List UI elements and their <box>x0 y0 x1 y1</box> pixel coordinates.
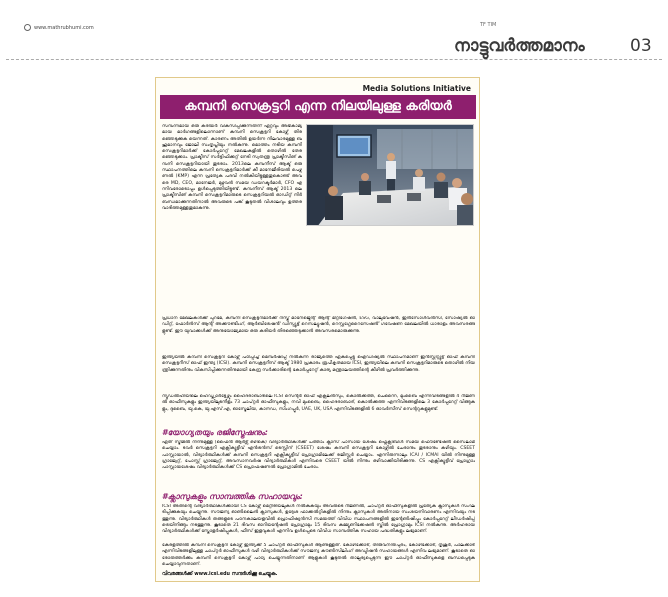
intro-paragraph: സമ്പന്നമായ ഒരു കരിയർ വികസിപ്പിക്കുന്നതിന് ഏറ്റവും അഭികാമ്യമായ മാർഗങ്ങളിലൊന്നാണ് കമ്പനി സെക്രട്ടറി കോഴ്സ് തിരഞ്ഞെടുക്കുക യെന്നത്. കാരണം അതിൽ ഉയർന്ന നിലവാരമുള്ള ബഹുമാനവും ജോലി സംതൃപ്തിയും നൽകുന്നു. മൊത്തം നടിയ കമ്പനി സെക്രട്ടറിമാർക്ക് കോർപ്പറേറ്റ് മേഖലകളിൽ തൊഴിൽ തേരഞ്ഞെടുക്കാം. പ്രാക്ടീസ് സർട്ടിഫിക്കറ്റ് നേടി സ്വതന്ത്ര പ്രാക്ടീസിങ് കമ്പനി സെക്രട്ടറിയായി തുടരാം. 2013ലെ കമ്പനീസ് ആക്ട് ഒരു സ്ഥാപനത്തിലെ കമ്പനി സെക്രട്ടറിമാർക്ക് കീ മാനേജീരിയൽ പെഴ്സണൽ (KMP) എന്ന പ്രത്യേക പദവി നൽകിയിട്ടുള്ളതുകൊണ്ട് അവരെ MD, CEO, മാനേജർ, മുഴുവൻ സമയ ഡയറക്ടർമാർ, CFO എന്നിവരോടൊപ്പം ഉൾപ്പെടുത്തിയിട്ടുണ്ട്. കമ്പനീസ് ആക്ട് 2013 ലെ പ്രാക്ടീസിങ് കമ്പനി സെക്രട്ടറിമാരുടെ സെക്രട്ടറിയൽ ഓഡിറ്റ് നിർബന്ധമാക്കുന്നതിനാൽ അവരുടെ പങ്ക് കൂടുതൽ വിശാലവും ഉത്തരവാദിത്തമുള്ളതുമാകുന്നു. <box>162 124 302 211</box>
top-bar <box>0 0 668 56</box>
section-title: നാട്ടുവർത്തമാനം <box>454 36 585 56</box>
paragraph-offices: ന്യൂഡൽഹിയിലെ ഹെഡ്ക്വാർട്ടേഴ്സും ഹൈദരാബാദിലെ ICSI സെന്റർ ഓഫ് എക്സലൻസും, കൊൽക്കത്ത, ചെന്നൈ, മുംബൈ എന്നിവിടങ്ങളിൽ 4 റീജണൽ ഓഫീസുകളും ഇന്ത്യയിലുടനീളം 73 ചാപ്റ്റർ ഓഫീസുകളും, നവി മുംബൈ, ഹൈദരാബാദ്, കൊൽക്കത്ത എന്നിവിടങ്ങളിലെ 3 കോർപ്പറേറ്റ് വിങ്ങുകളും, ദുബൈ, യു.കെ, യു.എസ്.എ, ഓസ്ട്രേലിയ, കാനഡ, സിംഗപ്പൂർ, UAE, UK, USA എന്നിവിടങ്ങളിൽ 6 ഓവർസീസ് സെന്ററുകളുമുണ്ട്. <box>162 394 475 412</box>
paragraph-eligibility: ഏത് സ്ട്രീമിൽ നിന്നുമുള്ള (ഫൈൻ ആർട്സ് ഒഴികെ) വിദ്യാർത്ഥികൾക്ക് പത്താം ക്ലാസ് പാസായ ശേഷം ഫ്ലെക്സിബിൾ സമയ ഫൌണ്ടേഷൻ സൈലാമ് ചെയ്യാം. ടവർ സെക്രട്ടറി എക്സിക്യൂട്ടീവ് എൻട്രൻസ് ടെസ്റ്റിന് (CSEET) ശേഷം കമ്പനി സെക്രട്ടറി കോഴ്സിൽ ചേരാനും തുടരാനും കഴിയും. CSEET പാസ്സായാൽ, വിദ്യാർത്ഥികൾക്ക് കമ്പനി സെക്രട്ടറി എക്സിക്യൂട്ടീവ് പ്രോഗ്രാമിലേക്ക് രജിസ്റ്റർ ചെയ്യാം. എന്നിരുന്നാലും ICAI / ICMAI യിൽ നിന്നുമുള്ള ഗ്രാജ്വേറ്റ്, പോസ്റ്റ് ഗ്രാജ്വേറ്റ്, അവസാനവർഷ വിദ്യാർത്ഥികൾ എന്നിവരെ CSEET യിൽ നിന്നും ഒഴിവാക്കിയിരിക്കുന്നു. CS എക്സിക്യൂട്ടീവ് പ്രോഗ്രാം പാസ്സായശേഷം വിദ്യാർത്ഥികൾക്ക് CS പ്രൊഫഷണൽ പ്രോഗ്രാമിൽ ചേരാം. <box>162 440 475 471</box>
site-url: www.mathrubhumi.com <box>24 24 94 31</box>
paragraph-opportunities: പ്രധാന മേഖലകൾക്ക് പുറമേ, കമ്പനി സെക്രട്ടറിമാർക്ക് റിസ്ക് മാനേജ്മെന്റ് ആന്റ് മിറ്റിഗേഷൻ, ESG, വാലുവേഷൻ, ഇൻസോൾവൻസി, സോഷ്യൽ ഓഡിറ്റ്, ഫോർൻസ് ആന്റ് അക്കൗണ്ടിംഗ്, ആർബിട്രേഷൻ്‍ ഡിസ്പ്യൂട്ട് റെസല്യൂഷൻ, റെസ്റ്റഗ്ഗേറൈസേഷൻ്‍ ഗവേഷണ മേഖലയിൽ ധാരാളം അവസരങ്ങളുണ്ട്. ഈ യുവാക്കൾക്ക് അനുയോജ്യമായ ഒരു കരിയർ തിരഞ്ഞെടുക്കാൻ അവസരമൊരുക്കുന്നു. <box>162 316 475 334</box>
article-kicker: Media Solutions Initiative <box>362 84 471 93</box>
meeting-photo <box>306 124 474 226</box>
page-mark: TF TIM <box>480 22 497 28</box>
article-footer: വിവരങ്ങൾക്ക് www.icsi.edu സന്ദർശിക്കൂ ചെയ്യുക. <box>162 572 278 577</box>
page-number: 03 <box>630 36 652 56</box>
support-heading: #ക്ലാസുകളും സാമ്പത്തിക സഹായവും: <box>162 492 303 501</box>
paragraph-support: ICSI അതിന്റെ വിദ്യാർത്ഥികൾക്കായി CS കോഴ്സ് മെറ്റീരിയലുകൾ നൽകുകയും അവരുടെ റീജണൽ, ചാപ്റ്റർ ഓഫീസുകളിൽ പ്രത്യേക ക്ലാസുകൾ സംഘടിപ്പിക്കുകയും ചെയ്യുന്നു. സൗജന്യ ഓൺലൈൻ ക്ലാസുകൾ, ഉദ്ദേശ ഫാക്കൽറ്റികളിൽ നിന്നും ക്ലാസുകൾ അതിനായ സംശയനിവാരണം എന്നിവയും നടത്തുന്നു. വിദ്യാർത്ഥികൾ തങ്ങളുടെ പഠനകാലയളവിൽ പ്രൊഫിഷ്യൻസി സമയത്ത് വിവിധ സ്ഥാപനങ്ങളിൽ ഇന്റേൺഷിപ്പും കോർപ്പറേറ്റ് ലീഡർഷിപ്പ് ട്രെയിനിങ്ങും നടത്തുന്നു. കൂടാതെ 21 ദിവസ ഓറിയന്റേഷൻ പ്രോഗ്രാമും 15 ദിവസ കമ്മ്യൂണിക്കേഷൻ സ്കിൽ പ്രോഗ്രാമും ICSI നൽകുന്നു. അർഹരായ വിദ്യാർത്ഥികൾക്ക് സ്കോളർഷിപ്പുകൾ, ഫീസ് ഇളവുകൾ എന്നിവ ഉൾപ്പെടെ വിവിധ സാമ്പത്തിക സഹായ പദ്ധതികളും ലഭ്യമാണ്. <box>162 504 475 535</box>
eligibility-heading: #യോഗ്യതയും രജിസ്ട്രേഷനും: <box>162 428 268 437</box>
paragraph-kerala: കേരളത്തിൽ കമ്പനി സെക്രട്ടറി കോഴ്സ് ഇന്ത്യക്ക് 5 ചാപ്റ്റർ ഓഫീസുകൾ ആണുള്ളത്. കോഴിക്കോട്, തിരുവനന്തപുരം, കോഴിക്കോട്, തൃശൂർ, പാലക്കാട് എന്നിവിടങ്ങളിലുള്ള ചാപ്റ്റർ ഓഫീസുകൾ വഴി വിദ്യാർത്ഥികൾക്ക് സൗജന്യ കൗൺസിലിംഗ് അഡ്മിഷൻ സഹായങ്ങൾ എന്നിവ ലഭ്യമാണ്. കൂടാതെ ഓരോരുത്തർക്കും കമ്പനി സെക്രട്ടറി കോഴ്സ് പാഠ്യ ചെയ്യുന്നതിനാണ് ആളുകൾ കൂടുതൽ താല്പര്യപ്പെടുന്ന ഈ ചാപ്റ്റർ ഓഫീസുകളെ ബന്ധപ്പെടുക ചെയ്യാവുന്നതാണ്. <box>162 543 475 567</box>
meeting-photo-illustration <box>307 125 474 226</box>
header-divider <box>6 59 662 60</box>
article-box <box>155 77 480 582</box>
article-headline: കമ്പനി സെക്രട്ടറി എന്ന നിലയിലുള്ള കരിയർ <box>160 95 476 119</box>
paragraph-icsi: ഇന്ത്യയിൽ കമ്പനി സെക്രട്ടറി കോഴ്സ് പഠിപ്പിച്ച് മെമ്പർഷിപ്പ് നൽകുന്ന രാജ്യത്തെ ഏകപ്പെട്ടു ഐഡിഷ്യൽ സ്ഥാപനമാണ് ഇൻസ്റ്റിറ്റ്യൂട്ട് ഓഫ് കമ്പനി സെക്രട്ടറീസ് ഓഫ് ഇന്ത്യ (ICSI). കമ്പനി സെക്രട്ടറീസ് ആക്ട് 1980 പ്രകാരം രൂപീകൃതമായ ICSI, ഇന്ത്യയിലെ കമ്പനി സെക്രട്ടറിമാരുടെ തൊഴിൽ നിയന്ത്രിക്കുന്നതിനും വികസിപ്പിക്കുന്നതിനുമായി കേന്ദ്ര സർക്കാരിന്റെ കോർപ്പറേറ്റ് കാര്യ മന്ത്രാലയത്തിന്റെ കീഴിൽ പ്രവർത്തിക്കുന്നു. <box>162 355 475 373</box>
intro-continued-spacer <box>306 228 474 316</box>
